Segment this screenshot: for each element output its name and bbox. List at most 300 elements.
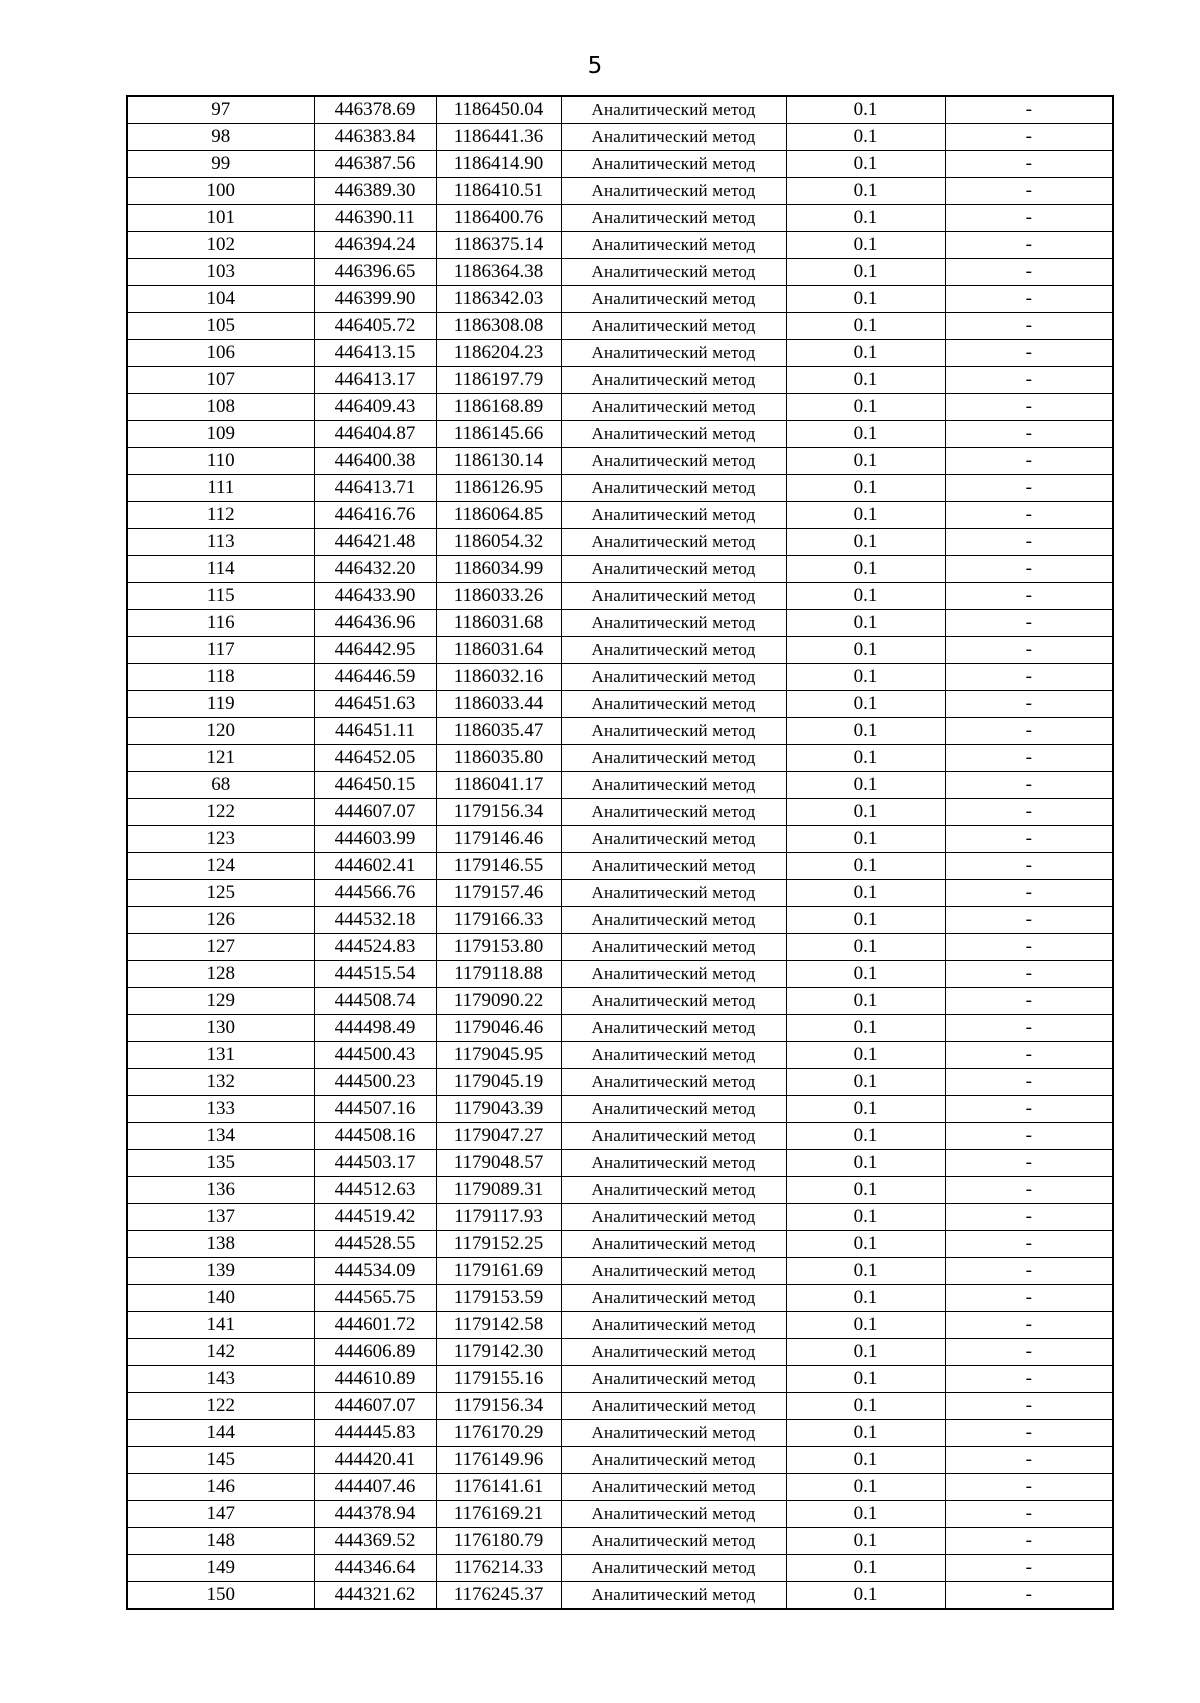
method-cell: Аналитический метод: [561, 772, 786, 799]
accuracy-cell: 0.1: [786, 1447, 945, 1474]
y-coordinate-cell: 1176180.79: [436, 1528, 561, 1555]
x-coordinate-cell: 444445.83: [314, 1420, 436, 1447]
point-number-cell: 110: [127, 448, 314, 475]
accuracy-cell: 0.1: [786, 907, 945, 934]
x-coordinate-cell: 444610.89: [314, 1366, 436, 1393]
y-coordinate-cell: 1179043.39: [436, 1096, 561, 1123]
table-row: [127, 691, 1113, 718]
y-coordinate-cell: 1186054.32: [436, 529, 561, 556]
y-coordinate-cell: 1176170.29: [436, 1420, 561, 1447]
note-cell: -: [945, 1204, 1113, 1231]
x-coordinate-cell: 444369.52: [314, 1528, 436, 1555]
table-row: [127, 1285, 1113, 1312]
accuracy-cell: 0.1: [786, 637, 945, 664]
method-cell: Аналитический метод: [561, 583, 786, 610]
note-cell: -: [945, 772, 1113, 799]
table-row: [127, 907, 1113, 934]
point-number-cell: 109: [127, 421, 314, 448]
y-coordinate-cell: 1176149.96: [436, 1447, 561, 1474]
table-row: [127, 1312, 1113, 1339]
y-coordinate-cell: 1186168.89: [436, 394, 561, 421]
y-coordinate-cell: 1186130.14: [436, 448, 561, 475]
y-coordinate-cell: 1179046.46: [436, 1015, 561, 1042]
table-row: [127, 637, 1113, 664]
point-number-cell: 141: [127, 1312, 314, 1339]
method-cell: Аналитический метод: [561, 556, 786, 583]
accuracy-cell: 0.1: [786, 232, 945, 259]
y-coordinate-cell: 1179089.31: [436, 1177, 561, 1204]
note-cell: -: [945, 502, 1113, 529]
table-row: [127, 745, 1113, 772]
x-coordinate-cell: 444508.74: [314, 988, 436, 1015]
note-cell: -: [945, 1474, 1113, 1501]
x-coordinate-cell: 446413.15: [314, 340, 436, 367]
method-cell: Аналитический метод: [561, 1447, 786, 1474]
note-cell: -: [945, 907, 1113, 934]
x-coordinate-cell: 444515.54: [314, 961, 436, 988]
accuracy-cell: 0.1: [786, 151, 945, 178]
x-coordinate-cell: 444606.89: [314, 1339, 436, 1366]
y-coordinate-cell: 1179045.95: [436, 1042, 561, 1069]
table-row: [127, 529, 1113, 556]
note-cell: -: [945, 232, 1113, 259]
accuracy-cell: 0.1: [786, 1231, 945, 1258]
table-row: [127, 799, 1113, 826]
note-cell: -: [945, 1231, 1113, 1258]
note-cell: -: [945, 1528, 1113, 1555]
note-cell: -: [945, 880, 1113, 907]
point-number-cell: 143: [127, 1366, 314, 1393]
table-row: [127, 259, 1113, 286]
y-coordinate-cell: 1186126.95: [436, 475, 561, 502]
point-number-cell: 121: [127, 745, 314, 772]
x-coordinate-cell: 446404.87: [314, 421, 436, 448]
accuracy-cell: 0.1: [786, 961, 945, 988]
point-number-cell: 144: [127, 1420, 314, 1447]
point-number-cell: 102: [127, 232, 314, 259]
x-coordinate-cell: 446396.65: [314, 259, 436, 286]
table-row: [127, 1204, 1113, 1231]
table-row: [127, 961, 1113, 988]
note-cell: -: [945, 1555, 1113, 1582]
table-row: [127, 988, 1113, 1015]
accuracy-cell: 0.1: [786, 610, 945, 637]
y-coordinate-cell: 1179142.30: [436, 1339, 561, 1366]
method-cell: Аналитический метод: [561, 1096, 786, 1123]
method-cell: Аналитический метод: [561, 205, 786, 232]
method-cell: Аналитический метод: [561, 880, 786, 907]
note-cell: -: [945, 1582, 1113, 1610]
accuracy-cell: 0.1: [786, 124, 945, 151]
x-coordinate-cell: 444519.42: [314, 1204, 436, 1231]
x-coordinate-cell: 444524.83: [314, 934, 436, 961]
y-coordinate-cell: 1179156.34: [436, 799, 561, 826]
note-cell: -: [945, 691, 1113, 718]
y-coordinate-cell: 1186450.04: [436, 96, 561, 124]
table-row: [127, 151, 1113, 178]
y-coordinate-cell: 1186410.51: [436, 178, 561, 205]
x-coordinate-cell: 444565.75: [314, 1285, 436, 1312]
point-number-cell: 139: [127, 1258, 314, 1285]
y-coordinate-cell: 1186308.08: [436, 313, 561, 340]
point-number-cell: 100: [127, 178, 314, 205]
accuracy-cell: 0.1: [786, 826, 945, 853]
x-coordinate-cell: 444500.43: [314, 1042, 436, 1069]
method-cell: Аналитический метод: [561, 178, 786, 205]
x-coordinate-cell: 444407.46: [314, 1474, 436, 1501]
table-row: [127, 96, 1113, 124]
y-coordinate-cell: 1186414.90: [436, 151, 561, 178]
note-cell: -: [945, 799, 1113, 826]
note-cell: -: [945, 340, 1113, 367]
table-row: [127, 610, 1113, 637]
method-cell: Аналитический метод: [561, 934, 786, 961]
table-row: [127, 1231, 1113, 1258]
y-coordinate-cell: 1179152.25: [436, 1231, 561, 1258]
y-coordinate-cell: 1186145.66: [436, 421, 561, 448]
note-cell: -: [945, 1420, 1113, 1447]
table-row: [127, 1042, 1113, 1069]
x-coordinate-cell: 446394.24: [314, 232, 436, 259]
method-cell: Аналитический метод: [561, 961, 786, 988]
accuracy-cell: 0.1: [786, 1339, 945, 1366]
accuracy-cell: 0.1: [786, 475, 945, 502]
method-cell: Аналитический метод: [561, 1015, 786, 1042]
y-coordinate-cell: 1186364.38: [436, 259, 561, 286]
method-cell: Аналитический метод: [561, 340, 786, 367]
x-coordinate-cell: 446452.05: [314, 745, 436, 772]
y-coordinate-cell: 1186342.03: [436, 286, 561, 313]
point-number-cell: 108: [127, 394, 314, 421]
table-row: [127, 1015, 1113, 1042]
accuracy-cell: 0.1: [786, 178, 945, 205]
y-coordinate-cell: 1186400.76: [436, 205, 561, 232]
table-row: [127, 934, 1113, 961]
method-cell: Аналитический метод: [561, 745, 786, 772]
x-coordinate-cell: 446446.59: [314, 664, 436, 691]
y-coordinate-cell: 1186035.80: [436, 745, 561, 772]
accuracy-cell: 0.1: [786, 1501, 945, 1528]
accuracy-cell: 0.1: [786, 799, 945, 826]
table-row: [127, 880, 1113, 907]
table-row: [127, 826, 1113, 853]
table-row: [127, 1366, 1113, 1393]
point-number-cell: 98: [127, 124, 314, 151]
note-cell: -: [945, 961, 1113, 988]
point-number-cell: 124: [127, 853, 314, 880]
x-coordinate-cell: 446409.43: [314, 394, 436, 421]
y-coordinate-cell: 1186033.26: [436, 583, 561, 610]
y-coordinate-cell: 1176141.61: [436, 1474, 561, 1501]
y-coordinate-cell: 1186035.47: [436, 718, 561, 745]
table-row: [127, 1123, 1113, 1150]
y-coordinate-cell: 1186031.68: [436, 610, 561, 637]
y-coordinate-cell: 1179156.34: [436, 1393, 561, 1420]
y-coordinate-cell: 1179045.19: [436, 1069, 561, 1096]
note-cell: -: [945, 313, 1113, 340]
accuracy-cell: 0.1: [786, 340, 945, 367]
table-row: [127, 232, 1113, 259]
method-cell: Аналитический метод: [561, 448, 786, 475]
accuracy-cell: 0.1: [786, 1366, 945, 1393]
x-coordinate-cell: 446433.90: [314, 583, 436, 610]
table-row: [127, 1096, 1113, 1123]
method-cell: Аналитический метод: [561, 475, 786, 502]
y-coordinate-cell: 1179157.46: [436, 880, 561, 907]
accuracy-cell: 0.1: [786, 1123, 945, 1150]
page-number: 5: [587, 53, 603, 79]
method-cell: Аналитический метод: [561, 718, 786, 745]
note-cell: -: [945, 96, 1113, 124]
method-cell: Аналитический метод: [561, 367, 786, 394]
method-cell: Аналитический метод: [561, 394, 786, 421]
accuracy-cell: 0.1: [786, 502, 945, 529]
method-cell: Аналитический метод: [561, 1393, 786, 1420]
note-cell: -: [945, 1096, 1113, 1123]
y-coordinate-cell: 1179118.88: [436, 961, 561, 988]
y-coordinate-cell: 1179153.80: [436, 934, 561, 961]
note-cell: -: [945, 151, 1113, 178]
accuracy-cell: 0.1: [786, 1096, 945, 1123]
y-coordinate-cell: 1176245.37: [436, 1582, 561, 1610]
note-cell: -: [945, 259, 1113, 286]
y-coordinate-cell: 1179161.69: [436, 1258, 561, 1285]
x-coordinate-cell: 446416.76: [314, 502, 436, 529]
y-coordinate-cell: 1176169.21: [436, 1501, 561, 1528]
accuracy-cell: 0.1: [786, 745, 945, 772]
method-cell: Аналитический метод: [561, 313, 786, 340]
x-coordinate-cell: 444534.09: [314, 1258, 436, 1285]
x-coordinate-cell: 444532.18: [314, 907, 436, 934]
point-number-cell: 127: [127, 934, 314, 961]
accuracy-cell: 0.1: [786, 421, 945, 448]
point-number-cell: 128: [127, 961, 314, 988]
table-row: [127, 475, 1113, 502]
x-coordinate-cell: 444603.99: [314, 826, 436, 853]
x-coordinate-cell: 446421.48: [314, 529, 436, 556]
note-cell: -: [945, 475, 1113, 502]
x-coordinate-cell: 444378.94: [314, 1501, 436, 1528]
accuracy-cell: 0.1: [786, 1393, 945, 1420]
method-cell: Аналитический метод: [561, 421, 786, 448]
note-cell: -: [945, 529, 1113, 556]
x-coordinate-cell: 444528.55: [314, 1231, 436, 1258]
accuracy-cell: 0.1: [786, 583, 945, 610]
point-number-cell: 135: [127, 1150, 314, 1177]
accuracy-cell: 0.1: [786, 691, 945, 718]
point-number-cell: 68: [127, 772, 314, 799]
y-coordinate-cell: 1179142.58: [436, 1312, 561, 1339]
x-coordinate-cell: 444498.49: [314, 1015, 436, 1042]
table-row: [127, 1393, 1113, 1420]
point-number-cell: 129: [127, 988, 314, 1015]
x-coordinate-cell: 446383.84: [314, 124, 436, 151]
note-cell: -: [945, 718, 1113, 745]
y-coordinate-cell: 1179146.55: [436, 853, 561, 880]
note-cell: -: [945, 1312, 1113, 1339]
point-number-cell: 123: [127, 826, 314, 853]
table-row: [127, 1069, 1113, 1096]
y-coordinate-cell: 1186204.23: [436, 340, 561, 367]
method-cell: Аналитический метод: [561, 826, 786, 853]
table-row: [127, 367, 1113, 394]
x-coordinate-cell: 444507.16: [314, 1096, 436, 1123]
point-number-cell: 133: [127, 1096, 314, 1123]
table-row: [127, 421, 1113, 448]
method-cell: Аналитический метод: [561, 637, 786, 664]
method-cell: Аналитический метод: [561, 1339, 786, 1366]
accuracy-cell: 0.1: [786, 96, 945, 124]
method-cell: Аналитический метод: [561, 1366, 786, 1393]
point-number-cell: 113: [127, 529, 314, 556]
table-row: [127, 1474, 1113, 1501]
note-cell: -: [945, 637, 1113, 664]
table-row: [127, 1501, 1113, 1528]
point-number-cell: 118: [127, 664, 314, 691]
method-cell: Аналитический метод: [561, 1150, 786, 1177]
table-row: [127, 772, 1113, 799]
method-cell: Аналитический метод: [561, 259, 786, 286]
accuracy-cell: 0.1: [786, 1015, 945, 1042]
accuracy-cell: 0.1: [786, 1177, 945, 1204]
accuracy-cell: 0.1: [786, 934, 945, 961]
note-cell: -: [945, 1069, 1113, 1096]
accuracy-cell: 0.1: [786, 1069, 945, 1096]
accuracy-cell: 0.1: [786, 1582, 945, 1610]
table-row: [127, 394, 1113, 421]
point-number-cell: 147: [127, 1501, 314, 1528]
point-number-cell: 122: [127, 799, 314, 826]
method-cell: Аналитический метод: [561, 907, 786, 934]
point-number-cell: 132: [127, 1069, 314, 1096]
point-number-cell: 103: [127, 259, 314, 286]
x-coordinate-cell: 446387.56: [314, 151, 436, 178]
method-cell: Аналитический метод: [561, 232, 786, 259]
x-coordinate-cell: 446405.72: [314, 313, 436, 340]
method-cell: Аналитический метод: [561, 1582, 786, 1610]
note-cell: -: [945, 1258, 1113, 1285]
note-cell: -: [945, 1150, 1113, 1177]
y-coordinate-cell: 1186041.17: [436, 772, 561, 799]
method-cell: Аналитический метод: [561, 286, 786, 313]
y-coordinate-cell: 1186031.64: [436, 637, 561, 664]
note-cell: -: [945, 421, 1113, 448]
y-coordinate-cell: 1186197.79: [436, 367, 561, 394]
table-row: [127, 556, 1113, 583]
x-coordinate-cell: 444321.62: [314, 1582, 436, 1610]
note-cell: -: [945, 124, 1113, 151]
method-cell: Аналитический метод: [561, 1312, 786, 1339]
method-cell: Аналитический метод: [561, 1474, 786, 1501]
y-coordinate-cell: 1186375.14: [436, 232, 561, 259]
x-coordinate-cell: 446400.38: [314, 448, 436, 475]
point-number-cell: 105: [127, 313, 314, 340]
note-cell: -: [945, 610, 1113, 637]
method-cell: Аналитический метод: [561, 502, 786, 529]
accuracy-cell: 0.1: [786, 313, 945, 340]
y-coordinate-cell: 1186032.16: [436, 664, 561, 691]
point-number-cell: 99: [127, 151, 314, 178]
note-cell: -: [945, 745, 1113, 772]
accuracy-cell: 0.1: [786, 205, 945, 232]
method-cell: Аналитический метод: [561, 691, 786, 718]
x-coordinate-cell: 444503.17: [314, 1150, 436, 1177]
x-coordinate-cell: 446442.95: [314, 637, 436, 664]
note-cell: -: [945, 1285, 1113, 1312]
x-coordinate-cell: 446413.71: [314, 475, 436, 502]
method-cell: Аналитический метод: [561, 1204, 786, 1231]
point-number-cell: 140: [127, 1285, 314, 1312]
point-number-cell: 111: [127, 475, 314, 502]
method-cell: Аналитический метод: [561, 1042, 786, 1069]
accuracy-cell: 0.1: [786, 1312, 945, 1339]
note-cell: -: [945, 1501, 1113, 1528]
method-cell: Аналитический метод: [561, 799, 786, 826]
table-row: [127, 178, 1113, 205]
point-number-cell: 134: [127, 1123, 314, 1150]
accuracy-cell: 0.1: [786, 664, 945, 691]
method-cell: Аналитический метод: [561, 1069, 786, 1096]
method-cell: Аналитический метод: [561, 529, 786, 556]
point-number-cell: 112: [127, 502, 314, 529]
accuracy-cell: 0.1: [786, 259, 945, 286]
x-coordinate-cell: 444607.07: [314, 1393, 436, 1420]
point-number-cell: 150: [127, 1582, 314, 1610]
method-cell: Аналитический метод: [561, 988, 786, 1015]
accuracy-cell: 0.1: [786, 988, 945, 1015]
note-cell: -: [945, 448, 1113, 475]
accuracy-cell: 0.1: [786, 1258, 945, 1285]
table-row: [127, 1339, 1113, 1366]
table-row: [127, 664, 1113, 691]
coordinates-table-body: [127, 96, 1113, 1609]
accuracy-cell: 0.1: [786, 853, 945, 880]
point-number-cell: 120: [127, 718, 314, 745]
y-coordinate-cell: 1179048.57: [436, 1150, 561, 1177]
method-cell: Аналитический метод: [561, 664, 786, 691]
y-coordinate-cell: 1186034.99: [436, 556, 561, 583]
x-coordinate-cell: 446451.11: [314, 718, 436, 745]
accuracy-cell: 0.1: [786, 556, 945, 583]
point-number-cell: 131: [127, 1042, 314, 1069]
x-coordinate-cell: 446378.69: [314, 96, 436, 124]
table-row: [127, 1555, 1113, 1582]
table-row: [127, 286, 1113, 313]
y-coordinate-cell: 1179047.27: [436, 1123, 561, 1150]
table-row: [127, 1447, 1113, 1474]
accuracy-cell: 0.1: [786, 286, 945, 313]
x-coordinate-cell: 444346.64: [314, 1555, 436, 1582]
method-cell: Аналитический метод: [561, 1123, 786, 1150]
method-cell: Аналитический метод: [561, 1258, 786, 1285]
method-cell: Аналитический метод: [561, 1285, 786, 1312]
x-coordinate-cell: 444500.23: [314, 1069, 436, 1096]
point-number-cell: 119: [127, 691, 314, 718]
y-coordinate-cell: 1176214.33: [436, 1555, 561, 1582]
point-number-cell: 125: [127, 880, 314, 907]
point-number-cell: 114: [127, 556, 314, 583]
x-coordinate-cell: 446399.90: [314, 286, 436, 313]
note-cell: -: [945, 1015, 1113, 1042]
accuracy-cell: 0.1: [786, 1204, 945, 1231]
table-row: [127, 718, 1113, 745]
accuracy-cell: 0.1: [786, 880, 945, 907]
point-number-cell: 117: [127, 637, 314, 664]
accuracy-cell: 0.1: [786, 1150, 945, 1177]
table-row: [127, 1528, 1113, 1555]
point-number-cell: 106: [127, 340, 314, 367]
coordinates-table: [126, 95, 1114, 1610]
